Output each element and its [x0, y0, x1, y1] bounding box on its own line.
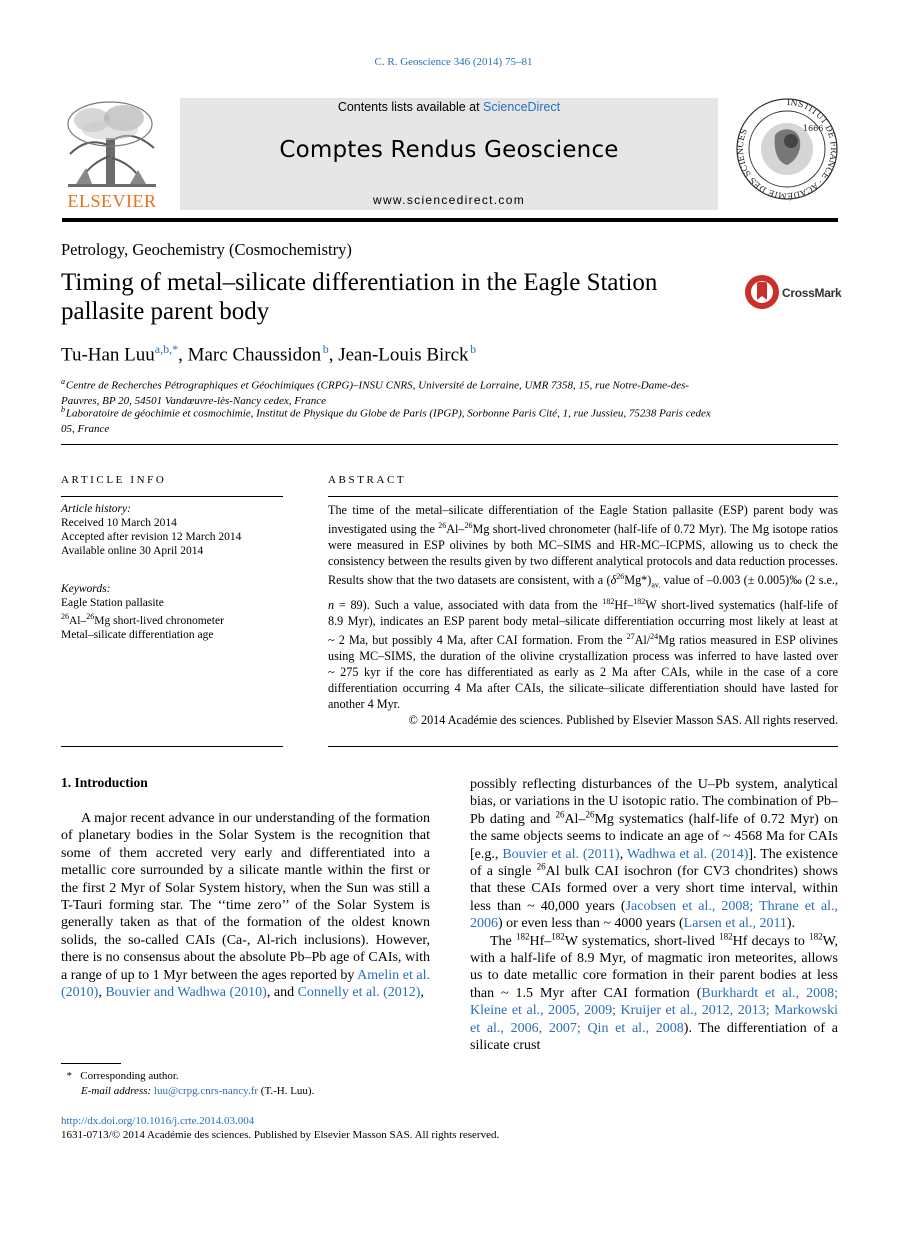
elsevier-wordmark: ELSEVIER	[67, 191, 157, 211]
doi-link[interactable]: http://dx.doi.org/10.1016/j.crte.2014.03.004	[61, 1115, 255, 1127]
body-column-left: A major recent advance in our understanding of the formation of planetary bodies in the Solar System is the recognition that some of them accreted very early and differentiated into a metallic core surrounded by a silicate mantle within the first or the first 2 Myr of Solar System history, when the Sun was still a T-Tauri forming star. The ‘‘time zero’’ of the Solar System is generally taken as that of the formation of the oldest known solids, the so-called CAIs (Ca-, Al-rich inclusions). However, there is no consensus about the absolute Pb–Pb age of CAIs, with a range of up to 1 Myr between the ages reported by Amelin et al. (2010), Bouvier and Wadhwa (2010), and Connelly et al. (2012),	[61, 811, 430, 1001]
divider	[61, 746, 283, 747]
reference-link[interactable]: Connelly et al. (2012)	[297, 985, 421, 1001]
journal-title: Comptes Rendus Geoscience	[279, 137, 619, 163]
svg-text:INSTITUT DE FRANCE · ACADÉMIE: INSTITUT DE FRANCE · ACADÉMIE DES SCIENCES	[735, 96, 839, 202]
reference-link[interactable]: Wadhwa et al. (2014)	[626, 846, 749, 862]
journal-website[interactable]: www.sciencedirect.com	[372, 193, 525, 207]
reference-link[interactable]: Jacobsen et al., 2008; Thrane et al., 2006	[470, 898, 838, 932]
author-marks: a,b,*	[154, 342, 179, 356]
author-marks: b	[470, 342, 477, 356]
article-title: Timing of metal–silicate differentiation in the Eagle Station pallasite parent body	[61, 269, 658, 325]
academie-seal-logo	[735, 91, 839, 209]
keywords: Keywords: Eagle Station pallasite $^{26}$Al–$^{26}$Mg short-lived chronometer Metal–silicate differentiation age	[61, 583, 224, 641]
author-list: Tu-Han Luu$^{a,b,*}$, Marc Chaussidon $^b$, Jean-Louis Birck $^b$	[61, 342, 477, 366]
section-heading-introduction: 1. Introduction	[61, 775, 148, 790]
author-marks: b	[322, 342, 329, 356]
reference-link[interactable]: Bouvier and Wadhwa (2010)	[105, 985, 267, 1001]
header-rule	[62, 218, 838, 222]
abstract-heading: ABSTRACT	[328, 474, 407, 486]
article-info-heading: ARTICLE INFO	[61, 474, 167, 486]
divider	[61, 444, 838, 445]
footnote-corresponding: * Corresponding author. E-mail address: luu@crpg.cnrs-nancy.fr (T.-H. Luu).	[61, 1070, 315, 1097]
sciencedirect-link[interactable]: ScienceDirect	[483, 100, 561, 114]
doi-block: http://dx.doi.org/10.1016/j.crte.2014.03.004 1631-0713/© 2014 Académie des sciences. Published by Elsevier Masson SAS. All rights reserved.	[61, 1115, 500, 1141]
affiliation-a: $^a$ Centre de Recherches Pétrographiques et Géochimiques (CRPG)–INSU CNRS, Université de Lorraine, UMR 7358, 15, rue Notre-Dame-des-Pauvres, BP 20, 54501 Vandœuvre-lès-Nancy cedex, France	[61, 377, 690, 407]
crossmark-label[interactable]: CrossMark	[782, 286, 842, 300]
abstract-body: The time of the metal–silicate differentiation of the Eagle Station pallasite (ESP) parent body was investigated using the $^{26}$Al–$^{26}$Mg short-lived chronometer (half-life of 0.72 Myr). The Mg isotope ratios were measured in ESP olivines by both MC–SIMS and HR-MC–ICPMS, allowing us to check the consistency between the results given by two different analytical protocols and data reduction processes. Results show that the two datasets are consistent, with a $(\delta^{26}Mg*)_{av.}$ value of –0.003 (± 0.005)‰ (2 s.e., n = 89). Such a value, associated with data from the $^{182}$Hf–$^{182}$W short-lived systematics (half-life of 8.9 Myr), indicates an ESP parent body metal–silicate differentiation occurring most likely at least at ~ 2 Ma, but possibly 4 Ma, after CAI formation. From the $^{27}$Al/$^{24}$Mg ratios measured in ESP olivines using MC–SIMS, the duration of the olivine crystallization process was inferred to have lasted over ~ 275 kyr if the core has differentiated as early as 2 Ma after CAIs, while in the case of a core differentiation occurring 4 Ma after CAIs, the silicate–silicate differentiation should have lasted for another 4 Myr. © 2014 Académie des sciences. Published by Elsevier Masson SAS. All rights reserved.	[328, 503, 839, 727]
divider	[328, 496, 838, 497]
reference-link[interactable]: Burkhardt et al., 2008; Kleine et al., 2005, 2009; Kruijer et al., 2012, 2013; Markowski et al., 2006, 2007; Qin et al., 2008	[470, 985, 838, 1036]
author-name: Jean-Louis Birck	[338, 344, 469, 366]
email-link[interactable]: luu@crpg.cnrs-nancy.fr	[153, 1085, 259, 1097]
author-name: Tu-Han Luu	[61, 344, 155, 366]
contents-lists-line: Contents lists available at ScienceDirect	[337, 100, 561, 114]
article-history: Article history: Received 10 March 2014 Accepted after revision 12 March 2014 Available online 30 April 2014	[61, 503, 242, 557]
divider	[328, 746, 838, 747]
footnote-rule	[61, 1063, 121, 1064]
author-name: Marc Chaussidon	[187, 344, 322, 366]
body-column-right: possibly reflecting disturbances of the U–Pb system, analytical bias, or variations in the U isotopic ratio. The combination of Pb–Pb dating and $^{26}$Al–$^{26}$Mg systematics (half-life of 0.72 Myr) on the same objects seems to indicate an age of ~ 4568 Ma for CAIs [e.g., Bouvier et al. (2011), Wadhwa et al. (2014)]. The existence of a single $^{26}$Al bulk CAI isochron (for CV3 chondrites) shows that these CAIs formed over a very short time interval, within less than ~ 40,000 years (Jacobsen et al., 2008; Thrane et al., 2006) or even less than ~ 4000 years (Larsen et al., 2011). The $^{182}$Hf–$^{182}$W systematics, short-lived $^{182}$Hf decays to $^{182}$W, with a half-life of 8.9 Myr, of magmatic iron meteorites, allows us to date metallic core formation in their parent bodies at less than ~ 1.5 Myr after CAI formation (Burkhardt et al., 2008; Kleine et al., 2005, 2009; Kruijer et al., 2012, 2013; Markowski et al., 2006, 2007; Qin et al., 2008). The differentiation of a silicate crust	[470, 777, 838, 1054]
divider	[61, 496, 283, 497]
article-section: Petrology, Geochemistry (Cosmochemistry)	[61, 240, 352, 259]
journal-citation[interactable]: C. R. Geoscience 346 (2014) 75–81	[374, 56, 533, 68]
reference-link[interactable]: Bouvier et al. (2011)	[502, 846, 620, 862]
affiliation-b: $^b$ Laboratoire de géochimie et cosmochimie, Institut de Physique du Globe de Paris (IPGP), Sorbonne Paris Cité, 1, rue Jussieu, 75238 Paris cedex 05, France	[61, 405, 711, 435]
reference-link[interactable]: Amelin et al. (2010)	[61, 967, 430, 1001]
reference-link[interactable]: Larsen et al., 2011	[683, 916, 787, 932]
svg-text:1666: 1666	[803, 124, 824, 133]
